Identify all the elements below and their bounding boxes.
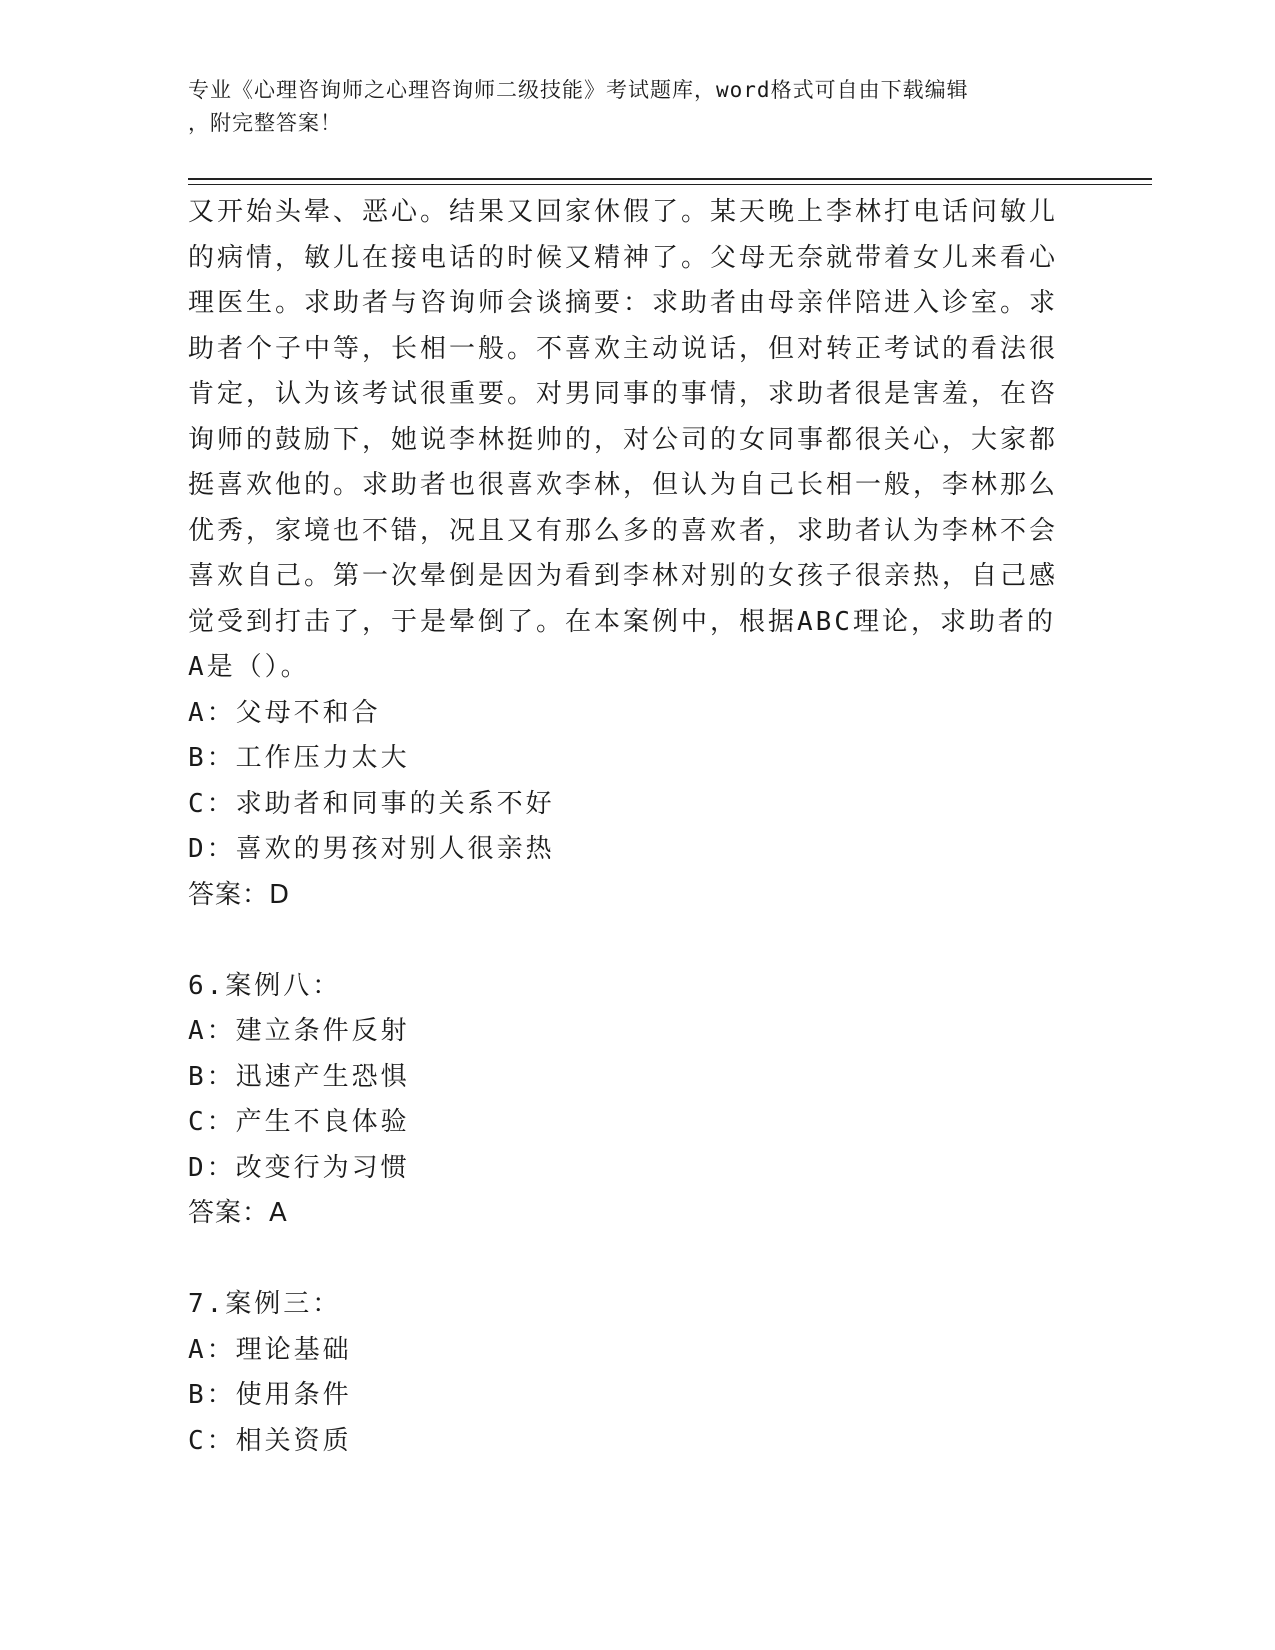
option-b: B：使用条件 xyxy=(188,1380,352,1410)
option-a: A：理论基础 xyxy=(188,1334,352,1365)
question-5-options xyxy=(188,691,1068,873)
option-b: B：迅速产生恐惧 xyxy=(188,1061,410,1092)
question-6-title: 6.案例八： xyxy=(188,970,342,1001)
stem-line: 询师的鼓励下，她说李林挺帅的，对公司的女同事都很关心，大家都 xyxy=(188,424,1059,455)
document-body xyxy=(188,190,1068,1464)
stem-line: 肯定，认为该考试很重要。对男同事的事情，求助者很是害羞，在咨 xyxy=(188,379,1059,409)
option-d: D：喜欢的男孩对别人很亲热 xyxy=(188,834,555,864)
question-6-answer: 答案：A xyxy=(188,1198,288,1228)
header-divider-thin xyxy=(188,184,1152,185)
stem-line: 的病情，敏儿在接电话的时候又精神了。父母无奈就带着女儿来看心 xyxy=(188,242,1059,273)
question-7-options xyxy=(188,1328,1068,1465)
question-7-title: 7.案例三： xyxy=(188,1289,342,1319)
option-a: A：建立条件反射 xyxy=(188,1016,410,1046)
option-c: C：求助者和同事的关系不好 xyxy=(188,788,555,819)
page-header xyxy=(188,74,1068,140)
option-c: C：产生不良体验 xyxy=(188,1107,410,1137)
option-b: B：工作压力太大 xyxy=(188,743,410,773)
header-line-2: ，附完整答案！ xyxy=(188,111,342,135)
stem-line: 喜欢自己。第一次晕倒是因为看到李林对别的女孩子很亲热，自己感 xyxy=(188,561,1059,591)
stem-line: 挺喜欢他的。求助者也很喜欢李林，但认为自己长相一般，李林那么 xyxy=(188,470,1059,500)
option-c: C：相关资质 xyxy=(188,1425,352,1456)
stem-line: 又开始头晕、恶心。结果又回家休假了。某天晚上李林打电话问敏儿 xyxy=(188,197,1059,227)
stem-line: A是（）。 xyxy=(188,652,310,682)
stem-line: 理医生。求助者与咨询师会谈摘要：求助者由母亲伴陪进入诊室。求 xyxy=(188,288,1059,318)
option-a: A：父母不和合 xyxy=(188,697,381,728)
question-5-answer: 答案：D xyxy=(188,879,291,910)
header-divider-thick xyxy=(188,178,1152,180)
spacer xyxy=(188,918,1068,964)
question-6-options xyxy=(188,1009,1068,1191)
question-5-stem xyxy=(188,190,1068,691)
option-d: D：改变行为习惯 xyxy=(188,1152,410,1183)
stem-line: 助者个子中等，长相一般。不喜欢主动说话，但对转正考试的看法很 xyxy=(188,333,1059,364)
stem-line: 觉受到打击了，于是晕倒了。在本案例中，根据ABC理论，求助者的 xyxy=(188,606,1056,637)
header-line-1: 专业《心理咨询师之心理咨询师二级技能》考试题库，word格式可自由下载编辑 xyxy=(188,78,969,102)
spacer xyxy=(188,1237,1068,1283)
stem-line: 优秀，家境也不错，况且又有那么多的喜欢者，求助者认为李林不会 xyxy=(188,515,1059,546)
